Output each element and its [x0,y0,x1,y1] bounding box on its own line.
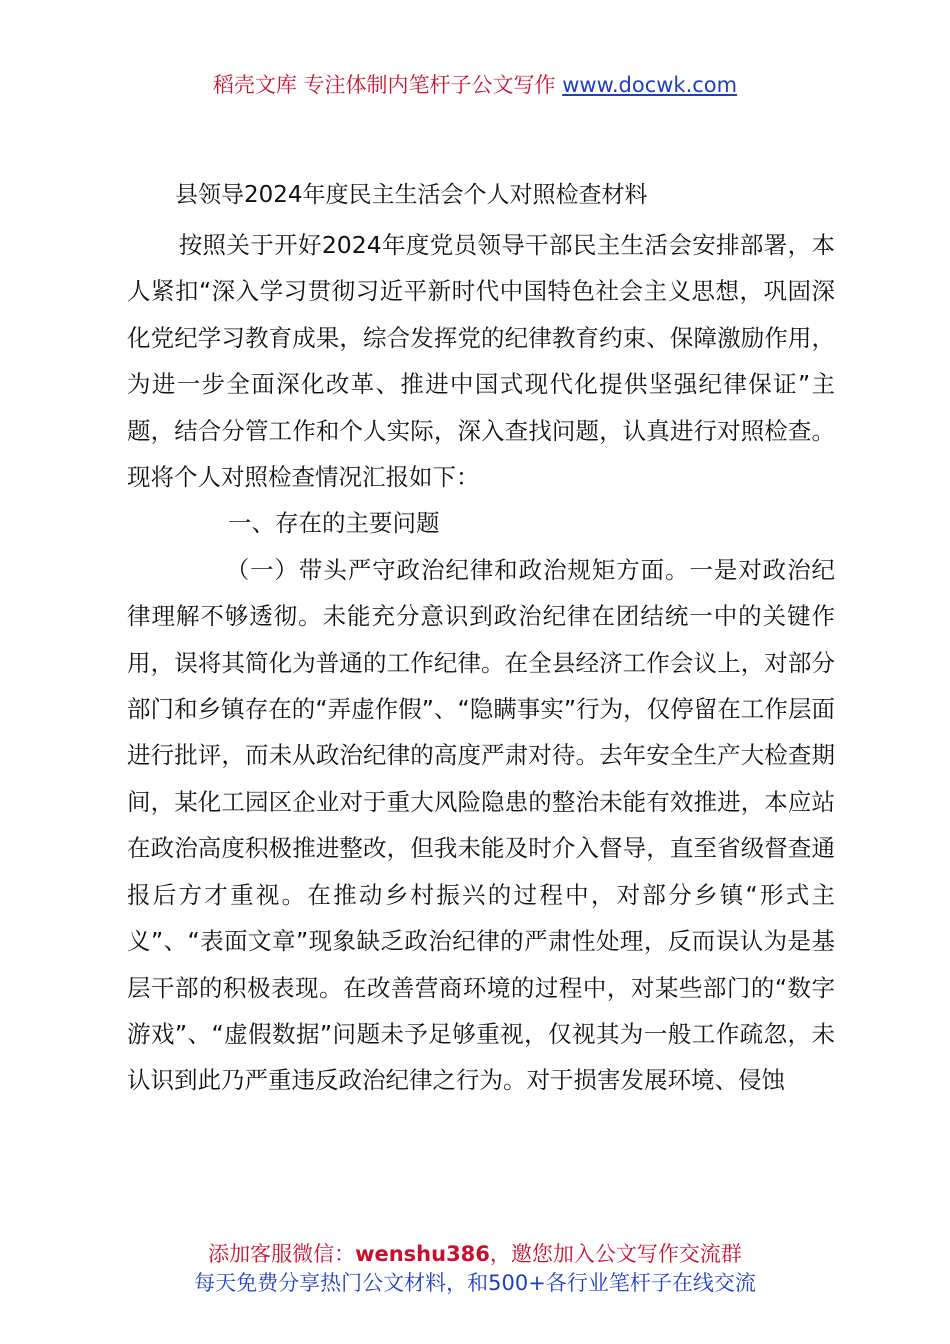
section-heading: 一、存在的主要问题 [228,509,440,538]
wechat-id: wenshu386 [355,1242,490,1266]
footer-contact-line [0,1240,950,1269]
footer-suffix: ，邀您加入公文写作交流群 [489,1242,742,1266]
body-paragraph: （一）带头严守政治纪律和政治规矩方面。一是对政治纪律理解不够透彻。未能充分意识到政治纪律在团结统一中的关键作用，误将其简化为普通的工作纪律。在全县经济工作会议上，对部分部门和乡镇存在的“弄虚作假”、“隐瞒事实”行为，仅停留在工作层面进行批评，而未从政治纪律的高度严肃对待。去年安全生产大检查期间，某化工园区企业对于重大风险隐患的整治未能有效推进，本应站在政治高度积极推进整改，但我未能及时介入督导，直至省级督查通报后方才重视。在推动乡村振兴的过程中，对部分乡镇“形式主义”、“表面文章”现象缺乏政治纪律的严肃性处理，反而误认为是基层干部的积极表现。在改善营商环境的过程中，对某些部门的“数字游戏”、“虚假数据”问题未予足够重视，仅视其为一般工作疏忽，未认识到此乃严重违反政治纪律之行为。对于损害发展环境、侵蚀 [127,555,835,1095]
brand-tagline: 稻壳文库 专注体制内笔杆子公文写作 [212,73,556,97]
site-link[interactable]: www.docwk.com [562,73,738,97]
promo-footer [0,1240,950,1298]
intro-paragraph: 按照关于开好2024年度党员领导干部民主生活会安排部署，本人紧扣“深入学习贯彻习近平新时代中国特色社会主义思想，巩固深化党纪学习教育成果，综合发挥党的纪律教育约束、保障激励作用，为进一步全面深化改革、推进中国式现代化提供坚强纪律保证”主题，结合分管工作和个人实际，深入查找问题，认真进行对照检查。现将个人对照检查情况汇报如下： [127,231,835,492]
footer-promo-line: 每天免费分享热门公文材料，和500+各行业笔杆子在线交流 [194,1271,756,1295]
footer-prefix: 添加客服微信： [208,1242,356,1266]
watermark-header [0,70,950,100]
document-title: 县领导2024年度民主生活会个人对照检查材料 [175,182,648,208]
document-body [127,222,835,1104]
